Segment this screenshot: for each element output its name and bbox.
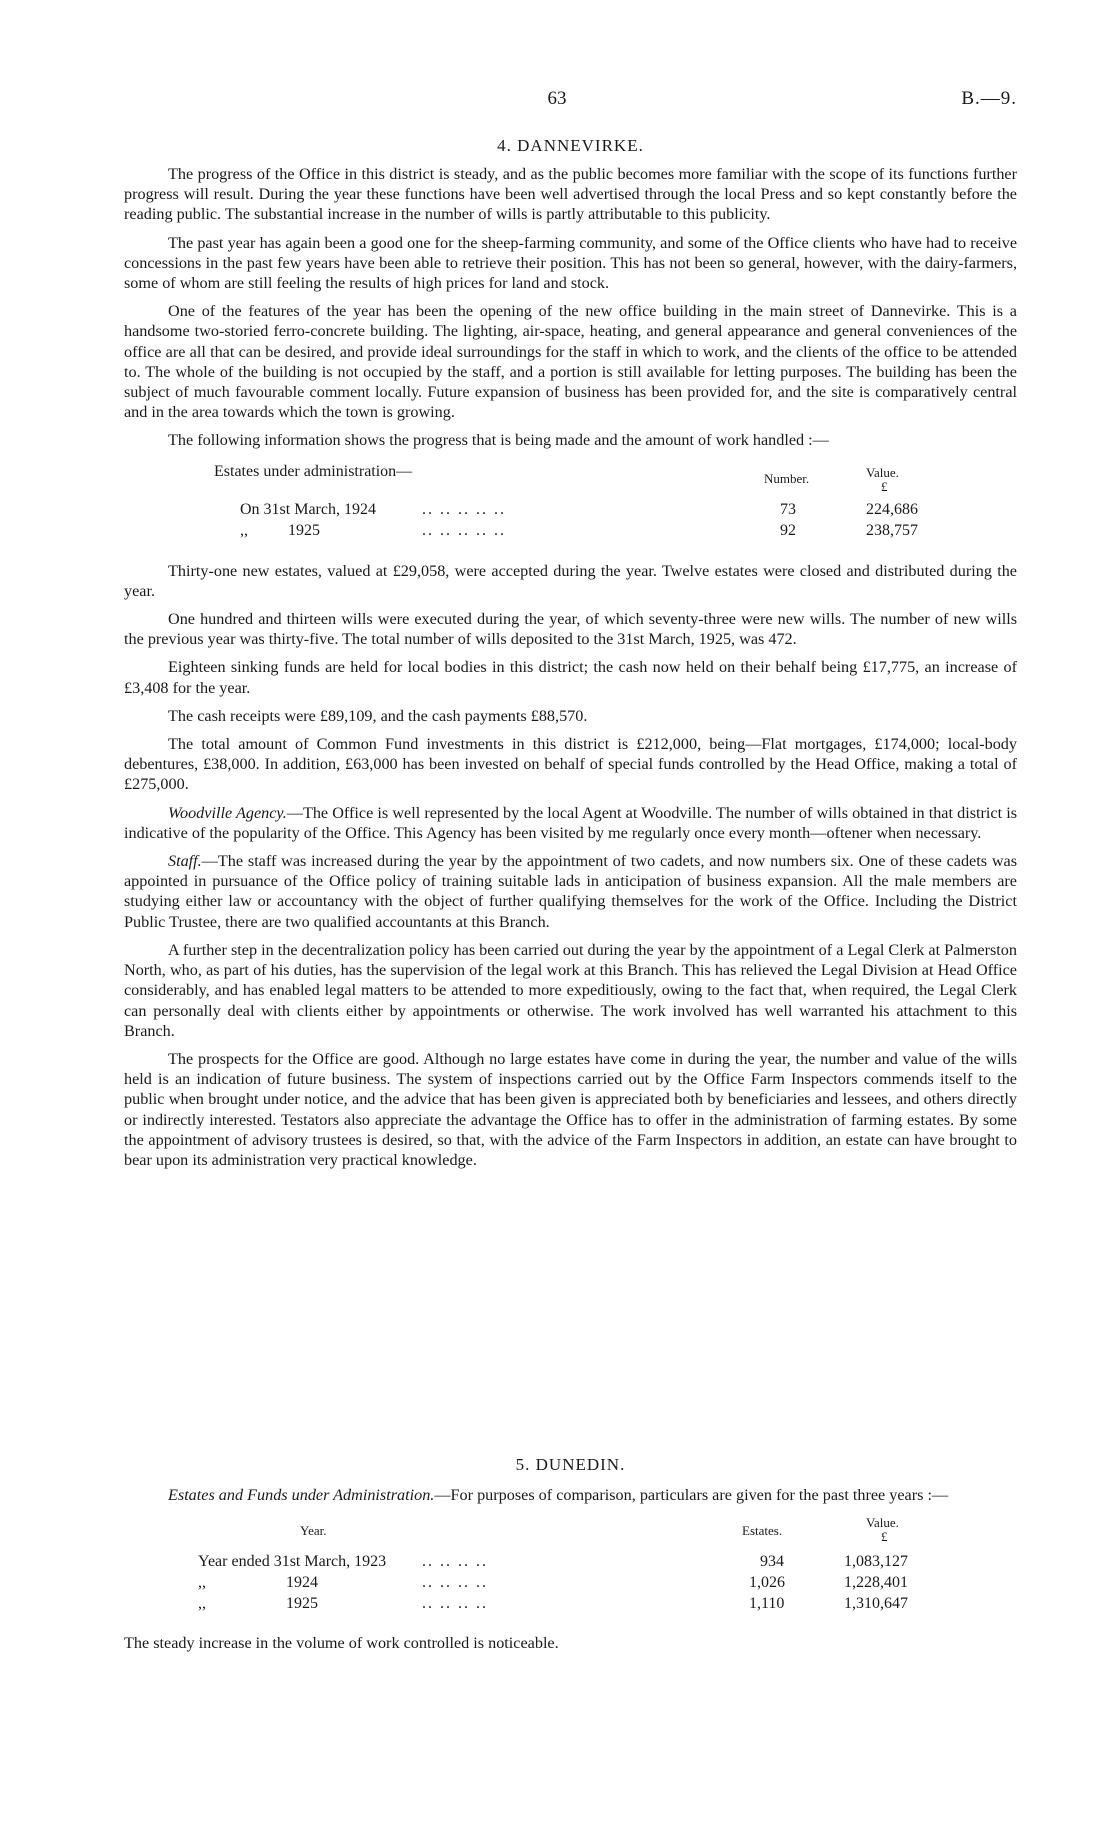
- table-row-label: ,, 1925: [198, 1595, 318, 1613]
- table-row-leader: .. .. .. .. ..: [422, 500, 506, 518]
- paragraph-closing: The steady increase in the volume of work controlled is noticeable.: [124, 1634, 559, 1653]
- estates-table-dannevirke: [124, 459, 1017, 547]
- table-row-value: 224,686: [866, 500, 918, 518]
- table-row-value: 238,757: [866, 521, 918, 539]
- column-header-value-unit: £: [881, 478, 888, 494]
- section-title-dunedin: 5. DUNEDIN.: [515, 1455, 626, 1474]
- paragraph: Thirty-one new estates, valued at £29,058, were accepted during the year. Twelve estates were closed and distributed during the year.: [124, 561, 1017, 600]
- paragraph-text: —The Office is well represented by the local Agent at Woodville. The number of wills obtained in that district is indicative of the popularity of the Office. This Agency has been visited by me regularly once every month—oftener when necessary.: [124, 803, 1017, 842]
- document-reference: B.—9.: [961, 88, 1017, 109]
- paragraph-woodville-agency: [124, 803, 1017, 843]
- table-row-label: ,, 1924: [198, 1574, 318, 1592]
- paragraph: The past year has again been a good one for the sheep-farming community, and some of the Office clients who have had to receive concessions in the past few years have been able to retrieve their position. This has not been so general, however, with the dairy-farmers, some of whom are still feeling the results of high prices for land and stock.: [124, 233, 1017, 293]
- paragraph-text: —For purposes of comparison, particulars are given for the past three years :—: [434, 1486, 949, 1504]
- column-header-value: Value.: [866, 1515, 899, 1531]
- paragraph: The following information shows the progress that is being made and the amount of work handled :—: [168, 431, 829, 450]
- estates-table-dunedin: [124, 1513, 1017, 1621]
- table-row-number: 73: [780, 500, 796, 518]
- table-row-estates: 1,110: [749, 1595, 785, 1613]
- paragraph: One hundred and thirteen wills were executed during the year, of which seventy-three were new wills. The number of new wills the previous year was thirty-five. The total number of wills deposited to the 31st March, 1925, was 472.: [124, 610, 1017, 649]
- subheading-estates-funds: Estates and Funds under Administration.: [168, 1486, 435, 1504]
- paragraph-text: —The staff was increased during the year by the appointment of two cadets, and now numbers six. One of these cadets was appointed in pursuance of the Office policy of training suitable lads in anticipation of business expansion. All the male members are studying either law or accountancy with the object of further qualifying themselves for the work of the Office. Including the District Public Trustee, there are two qualified accountants at this Branch.: [124, 852, 1017, 931]
- section-title-dannevirke: 4. DANNEVIRKE.: [497, 136, 644, 155]
- table-row-estates: 934: [760, 1553, 784, 1571]
- column-header-number: Number.: [764, 470, 810, 486]
- paragraph: One of the features of the year has been the opening of the new office building in the main street of Dannevirke. This is a handsome two-storied ferro-concrete building. The lighting, air-space, heating, and general appearance and general conveniences of the office are all that can be desired, and provide ideal surroundings for the staff in which to work, and the clients of the office to be attended to. The whole of the building is not occupied by the staff, and a portion is still available for letting purposes. The building has been the subject of much favourable comment locally. Future expansion of business has been provided for, and the site is comparatively central and in the area towards which the town is growing.: [124, 302, 1017, 422]
- section-dannevirke: [124, 136, 1017, 1178]
- table-row-value: 1,083,127: [844, 1553, 908, 1571]
- column-header-value: Value.: [866, 464, 899, 480]
- table-row-value: 1,228,401: [844, 1574, 908, 1592]
- paragraph: A further step in the decentralization policy has been carried out during the year by the appointment of a Legal Clerk at Palmerston North, who, as part of his duties, has the supervision of the legal work at this Branch. This has relieved the Legal Division at Head Office considerably, and has enabled legal matters to be attended to more expeditiously, owing to the fact that, when required, the Legal Clerk can personally deal with clients either by appointments or otherwise. The work involved has well warranted his attachment to this Branch.: [124, 940, 1017, 1040]
- table-row-number: 92: [780, 521, 796, 539]
- table-row-value: 1,310,647: [844, 1595, 908, 1613]
- subheading-staff: Staff.: [168, 852, 202, 871]
- table-row-estates: 1,026: [749, 1574, 785, 1592]
- table-caption: Estates under administration—: [214, 462, 413, 480]
- table-row-leader: .. .. .. ..: [422, 1574, 488, 1592]
- column-header-value-unit: £: [881, 1529, 888, 1545]
- paragraph-staff: [124, 851, 1017, 932]
- paragraph: The total amount of Common Fund investments in this district is £212,000, being—Flat mortgages, £174,000; local-body debentures, £38,000. In addition, £63,000 has been invested on behalf of special funds controlled by the Head Office, making a total of £275,000.: [124, 735, 1017, 794]
- table-row-leader: .. .. .. ..: [422, 1595, 488, 1613]
- table-row-leader: .. .. .. .. ..: [422, 521, 506, 539]
- section-dunedin: [124, 1455, 1017, 1661]
- column-header-estates: Estates.: [742, 1523, 783, 1539]
- paragraph: Eighteen sinking funds are held for local bodies in this district; the cash now held on their behalf being £17,775, an increase of £3,408 for the year.: [124, 658, 1017, 697]
- subheading-woodville-agency: Woodville Agency.: [168, 803, 287, 822]
- page-number: 63: [547, 88, 567, 109]
- column-header-year: Year.: [300, 1523, 327, 1539]
- table-row-label: On 31st March, 1924: [240, 500, 376, 518]
- table-row-label: Year ended 31st March, 1923: [198, 1553, 387, 1571]
- paragraph: The progress of the Office in this district is steady, and as the public becomes more familiar with the scope of its functions further progress will result. During the year these functions have been well advertised through the local Press and so kept constantly before the reading public. The substantial increase in the number of wills is partly attributable to this publicity.: [124, 165, 1017, 224]
- paragraph: The cash receipts were £89,109, and the cash payments £88,570.: [168, 706, 588, 725]
- table-row-label: ,, 1925: [240, 521, 320, 539]
- paragraph-dunedin-intro: [124, 1485, 1017, 1505]
- table-row-leader: .. .. .. ..: [422, 1553, 488, 1571]
- paragraph: The prospects for the Office are good. Although no large estates have come in during the year, the number and value of the wills held is an indication of future business. The system of inspections carried out by the Office Farm Inspectors commends itself to the public when brought under notice, and the advice that has been given is appreciated both by beneficiaries and lessees, and others directly or indirectly interested. Testators also appreciate the advantage the Office has to offer in the administration of farming estates. By some the appointment of advisory trustees is desired, so that, with the advice of the Farm Inspectors in addition, an estate can have brought to bear upon its administration very practical knowledge.: [124, 1049, 1017, 1169]
